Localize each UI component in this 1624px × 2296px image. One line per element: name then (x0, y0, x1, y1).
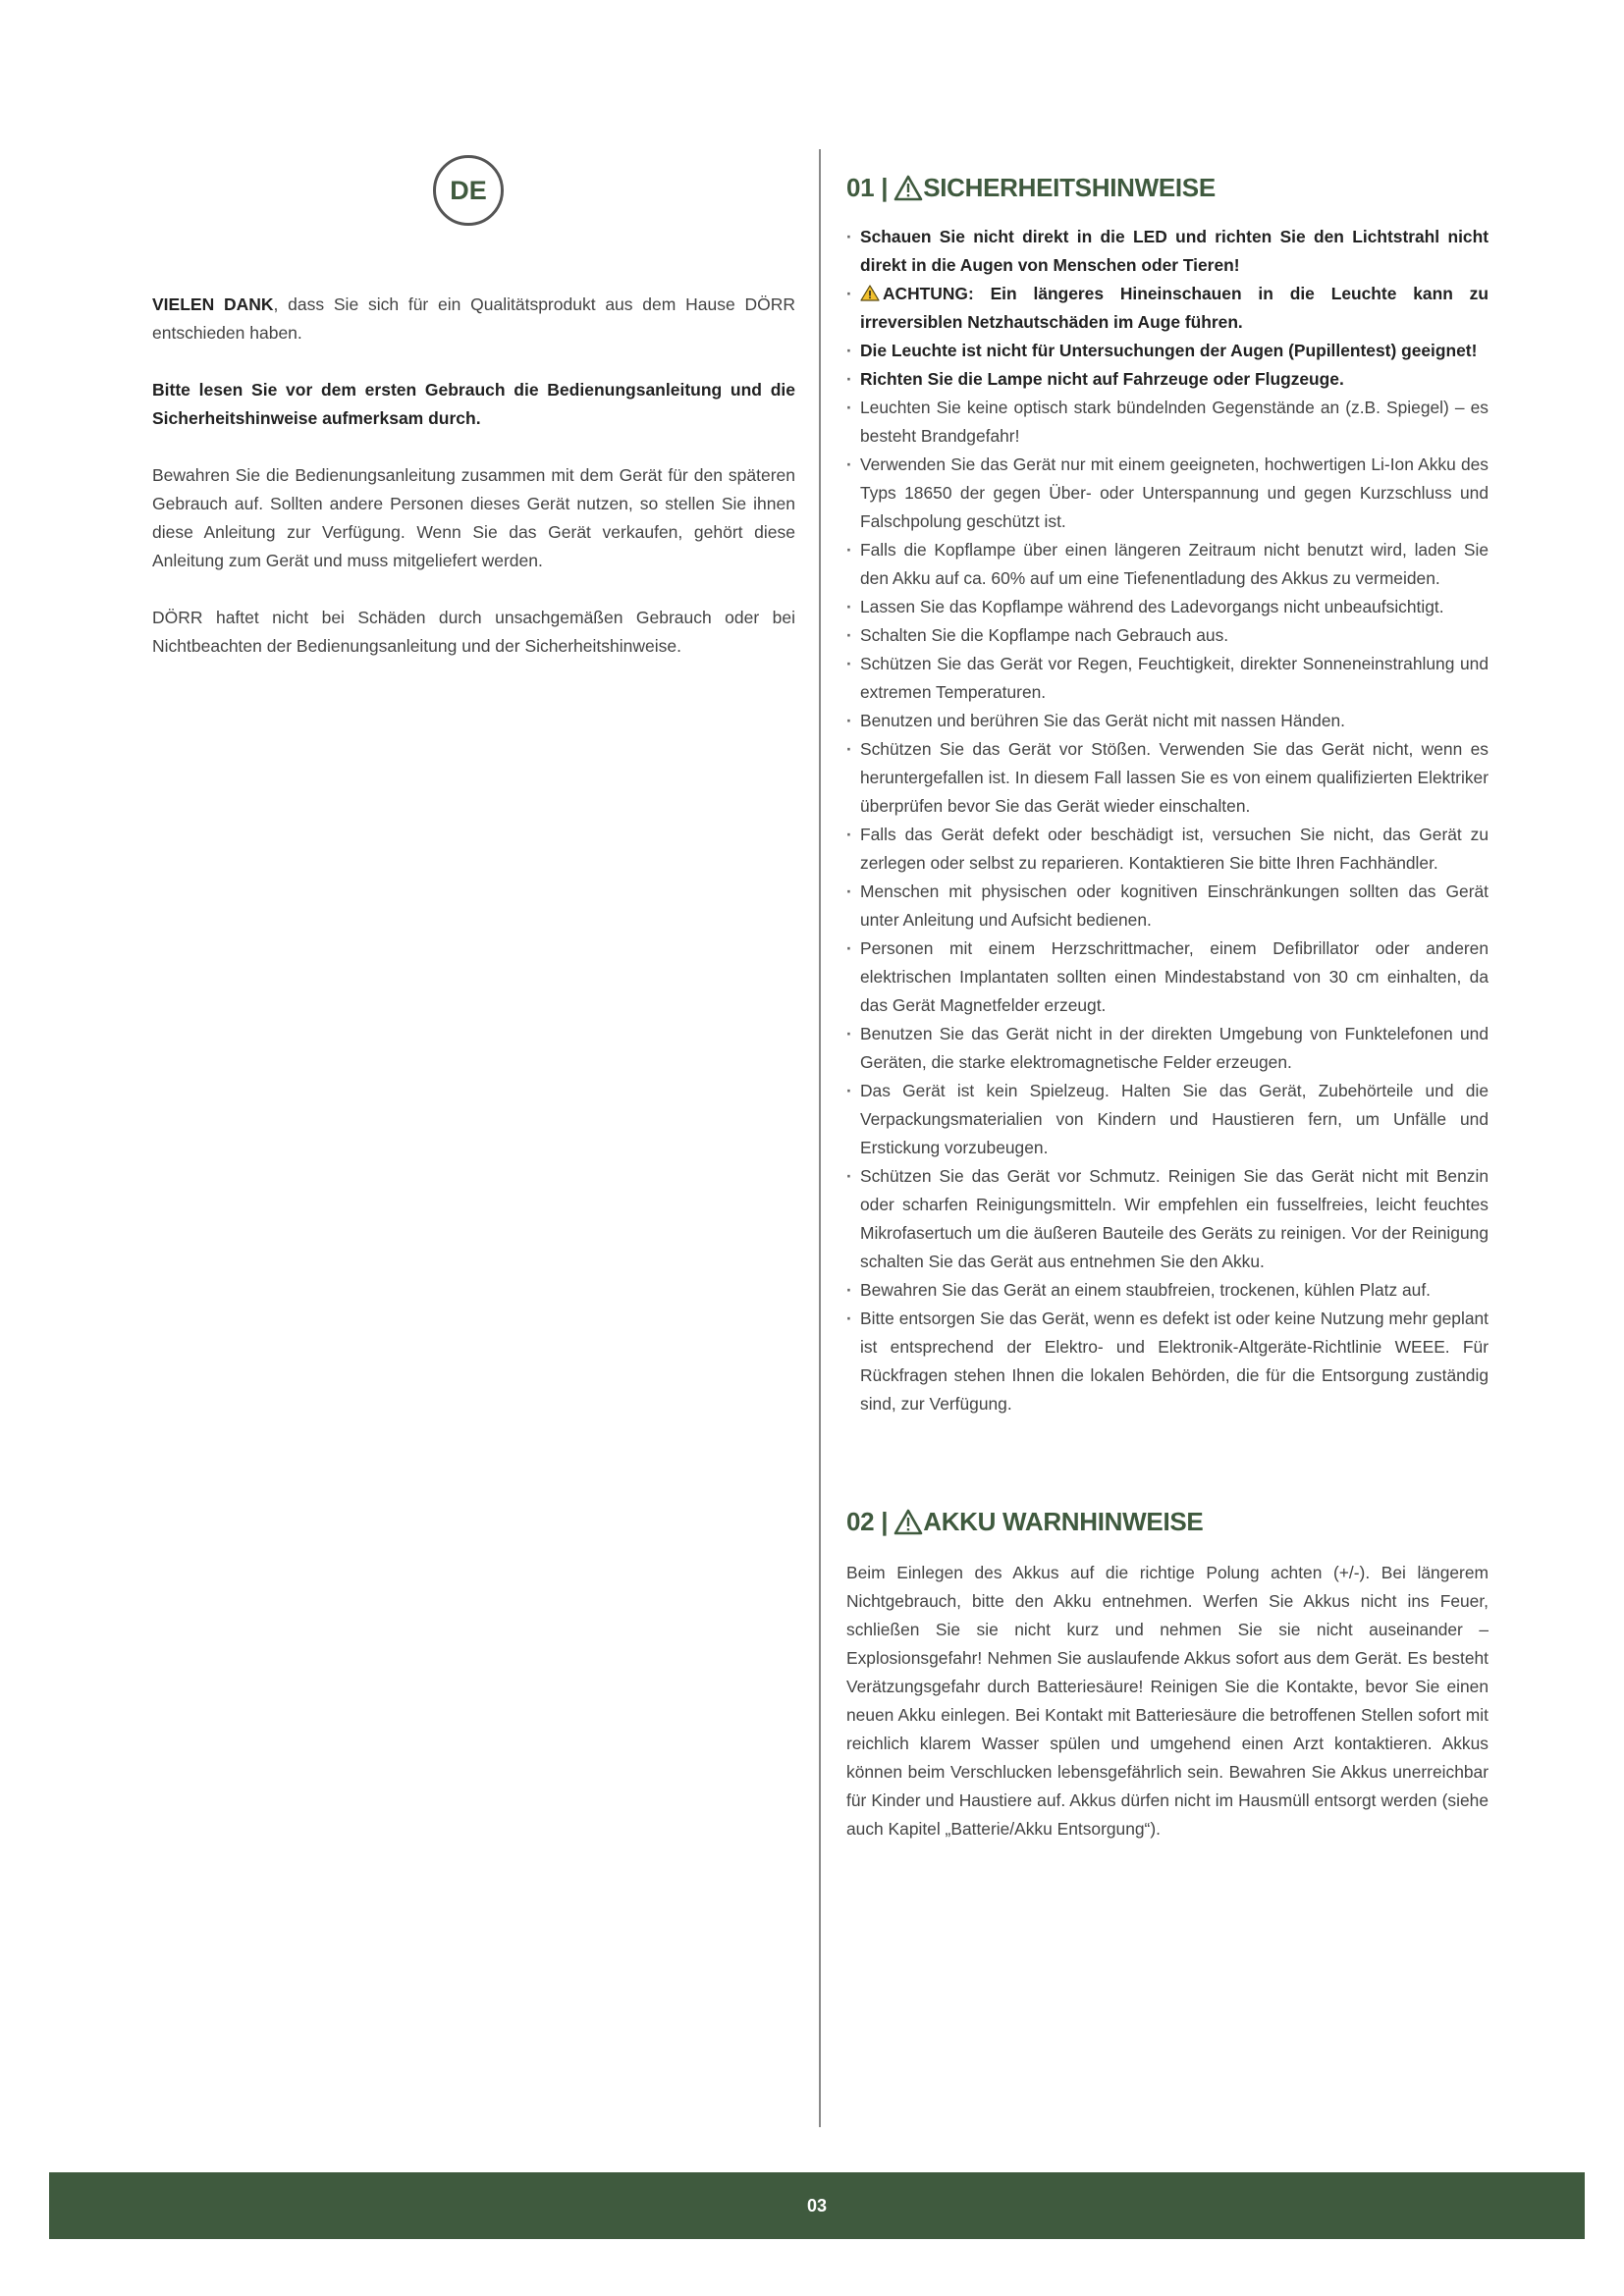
footer-bar (49, 2172, 1585, 2239)
list-item: · Das Gerät ist kein Spielzeug. Halten Sie das Gerät, Zubehörteile und die Verpackungsmaterialien von Kindern und Haustieren fern, um Unfälle und Erstickung vorzubeugen. (846, 1077, 1489, 1162)
list-item: · Die Leuchte ist nicht für Untersuchungen der Augen (Pupillentest) geeignet! (846, 337, 1489, 365)
list-item: · Benutzen Sie das Gerät nicht in der direkten Umgebung von Funktelefonen und Geräten, die starke elektromagnetische Felder erzeugen. (846, 1020, 1489, 1077)
caution-text: ACHTUNG: Ein längeres Hineinschauen in die Leuchte kann zu irreversiblen Netzhautschäden im Auge führen. (860, 284, 1489, 332)
intro-paragraph-liability: DÖRR haftet nicht bei Schäden durch unsachgemäßen Gebrauch oder bei Nichtbeachten der Bedienungsanleitung und der Sicherheitshinweise. (152, 608, 795, 656)
thanks-rest: , dass Sie sich für ein Qualitätsprodukt aus dem Hause DÖRR entschieden haben. (152, 294, 795, 343)
list-item: · Benutzen und berühren Sie das Gerät nicht mit nassen Händen. (846, 707, 1489, 735)
language-badge (433, 155, 504, 226)
list-item: · Verwenden Sie das Gerät nur mit einem geeigneten, hochwertigen Li-Ion Akku des Typs 18650 der gegen Über- oder Unterspannung und gegen Kurzschluss und Falschpolung geschützt ist. (846, 451, 1489, 536)
list-item: · Schalten Sie die Kopflampe nach Gebrauch aus. (846, 621, 1489, 650)
section-heading-battery (846, 1507, 1489, 1537)
list-item: · Personen mit einem Herzschrittmacher, einem Defibrillator oder anderen elektrischen Implantaten sollten einen Mindestabstand von 30 cm einhalten, da das Gerät Magnetfelder erzeugt. (846, 934, 1489, 1020)
section-safety (846, 173, 1489, 1418)
section-heading-safety (846, 173, 1489, 203)
list-item: · Bewahren Sie das Gerät an einem staubfreien, trockenen, kühlen Platz auf. (846, 1276, 1489, 1305)
list-item: · Schützen Sie das Gerät vor Regen, Feuchtigkeit, direkter Sonneneinstrahlung und extremen Temperaturen. (846, 650, 1489, 707)
intro-paragraph-thanks (152, 291, 795, 347)
caution-triangle-icon (860, 285, 880, 301)
language-label: DE (450, 175, 487, 205)
intro-paragraph-read (152, 376, 795, 433)
list-item: · Falls das Gerät defekt oder beschädigt ist, versuchen Sie nicht, das Gerät zu zerlegen oder selbst zu reparieren. Kontaktieren Sie bitte Ihren Fachhändler. (846, 821, 1489, 878)
warning-triangle-icon (893, 175, 923, 201)
list-item: · Leuchten Sie keine optisch stark bündelnden Gegenstände an (z.B. Spiegel) – es besteht Brandgefahr! (846, 394, 1489, 451)
page-number: 03 (806, 2195, 828, 2216)
list-item: · Bitte entsorgen Sie das Gerät, wenn es defekt ist oder keine Nutzung mehr geplant ist entsprechend der Elektro- und Elektronik-Altgeräte-Richtlinie WEEE. Für Rückfragen stehen Ihnen die lokalen Behörden, die für die Entsorgung zuständig sind, zur Verfügung. (846, 1305, 1489, 1418)
column-divider (819, 149, 821, 2127)
list-item (846, 280, 1489, 337)
list-item: · Lassen Sie das Kopflampe während des Ladevorgangs nicht unbeaufsichtigt. (846, 593, 1489, 621)
list-item: · Richten Sie die Lampe nicht auf Fahrzeuge oder Flugzeuge. (846, 365, 1489, 394)
section-number: 02 | (846, 1507, 889, 1536)
section-battery (846, 1507, 1489, 1843)
section-title: SICHERHEITSHINWEISE (923, 173, 1216, 202)
list-item: · Schauen Sie nicht direkt in die LED und richten Sie den Lichtstrahl nicht direkt in die Augen von Menschen oder Tieren! (846, 223, 1489, 280)
thanks-bold: VIELEN DANK (152, 294, 274, 314)
battery-warning-text: Beim Einlegen des Akkus auf die richtige Polung achten (+/-). Bei längerem Nichtgebrauch, bitte den Akku entnehmen. Werfen Sie Akkus nicht ins Feuer, schließen Sie sie nicht kurz und nehmen Sie sie nicht auseinander – Explosionsgefahr! Nehmen Sie auslaufende Akkus sofort aus dem Gerät. Es besteht Verätzungsgefahr durch Batteriesäure! Reinigen Sie die Kontakte, bevor Sie einen neuen Akku einlegen. Bei Kontakt mit Batteriesäure die betroffenen Stellen sofort mit reichlich klarem Wasser spülen und umgehend einen Arzt kontaktieren. Akkus können beim Verschlucken lebensgefährlich sein. Bewahren Sie Akkus unerreichbar für Kinder und Haustiere auf. Akkus dürfen nicht im Hausmüll entsorgt werden (siehe auch Kapitel „Batterie/Akku Entsorgung“). (846, 1563, 1489, 1839)
section-title: AKKU WARNHINWEISE (923, 1507, 1204, 1536)
section-number: 01 | (846, 173, 889, 202)
list-item: · Menschen mit physischen oder kognitiven Einschränkungen sollten das Gerät unter Anleitung und Aufsicht bedienen. (846, 878, 1489, 934)
safety-list (846, 223, 1489, 1418)
intro-paragraph-keep: Bewahren Sie die Bedienungsanleitung zusammen mit dem Gerät für den späteren Gebrauch auf. Sollten andere Personen dieses Gerät nutzen, so stellen Sie ihnen diese Anleitung zur Verfügung. Wenn Sie das Gerät verkaufen, gehört diese Anleitung zum Gerät und muss mitgeliefert werden. (152, 465, 795, 570)
list-item: · Schützen Sie das Gerät vor Schmutz. Reinigen Sie das Gerät nicht mit Benzin oder scharfen Reinigungsmitteln. Wir empfehlen ein fusselfreies, leicht feuchtes Mikrofasertuch um die äußeren Bauteile des Geräts zu reinigen. Vor der Reinigung schalten Sie das Gerät aus entnehmen Sie den Akku. (846, 1162, 1489, 1276)
list-item: · Schützen Sie das Gerät vor Stößen. Verwenden Sie das Gerät nicht, wenn es heruntergefallen ist. In diesem Fall lassen Sie es von einem qualifizierten Elektriker überprüfen bevor Sie das Gerät wieder einschalten. (846, 735, 1489, 821)
read-instructions-bold: Bitte lesen Sie vor dem ersten Gebrauch die Bedienungsanleitung und die Sicherheitshinweise aufmerksam durch. (152, 380, 795, 428)
warning-triangle-icon (893, 1509, 923, 1535)
list-item: · Falls die Kopflampe über einen längeren Zeitraum nicht benutzt wird, laden Sie den Akku auf ca. 60% auf um eine Tiefenentladung des Akkus zu vermeiden. (846, 536, 1489, 593)
